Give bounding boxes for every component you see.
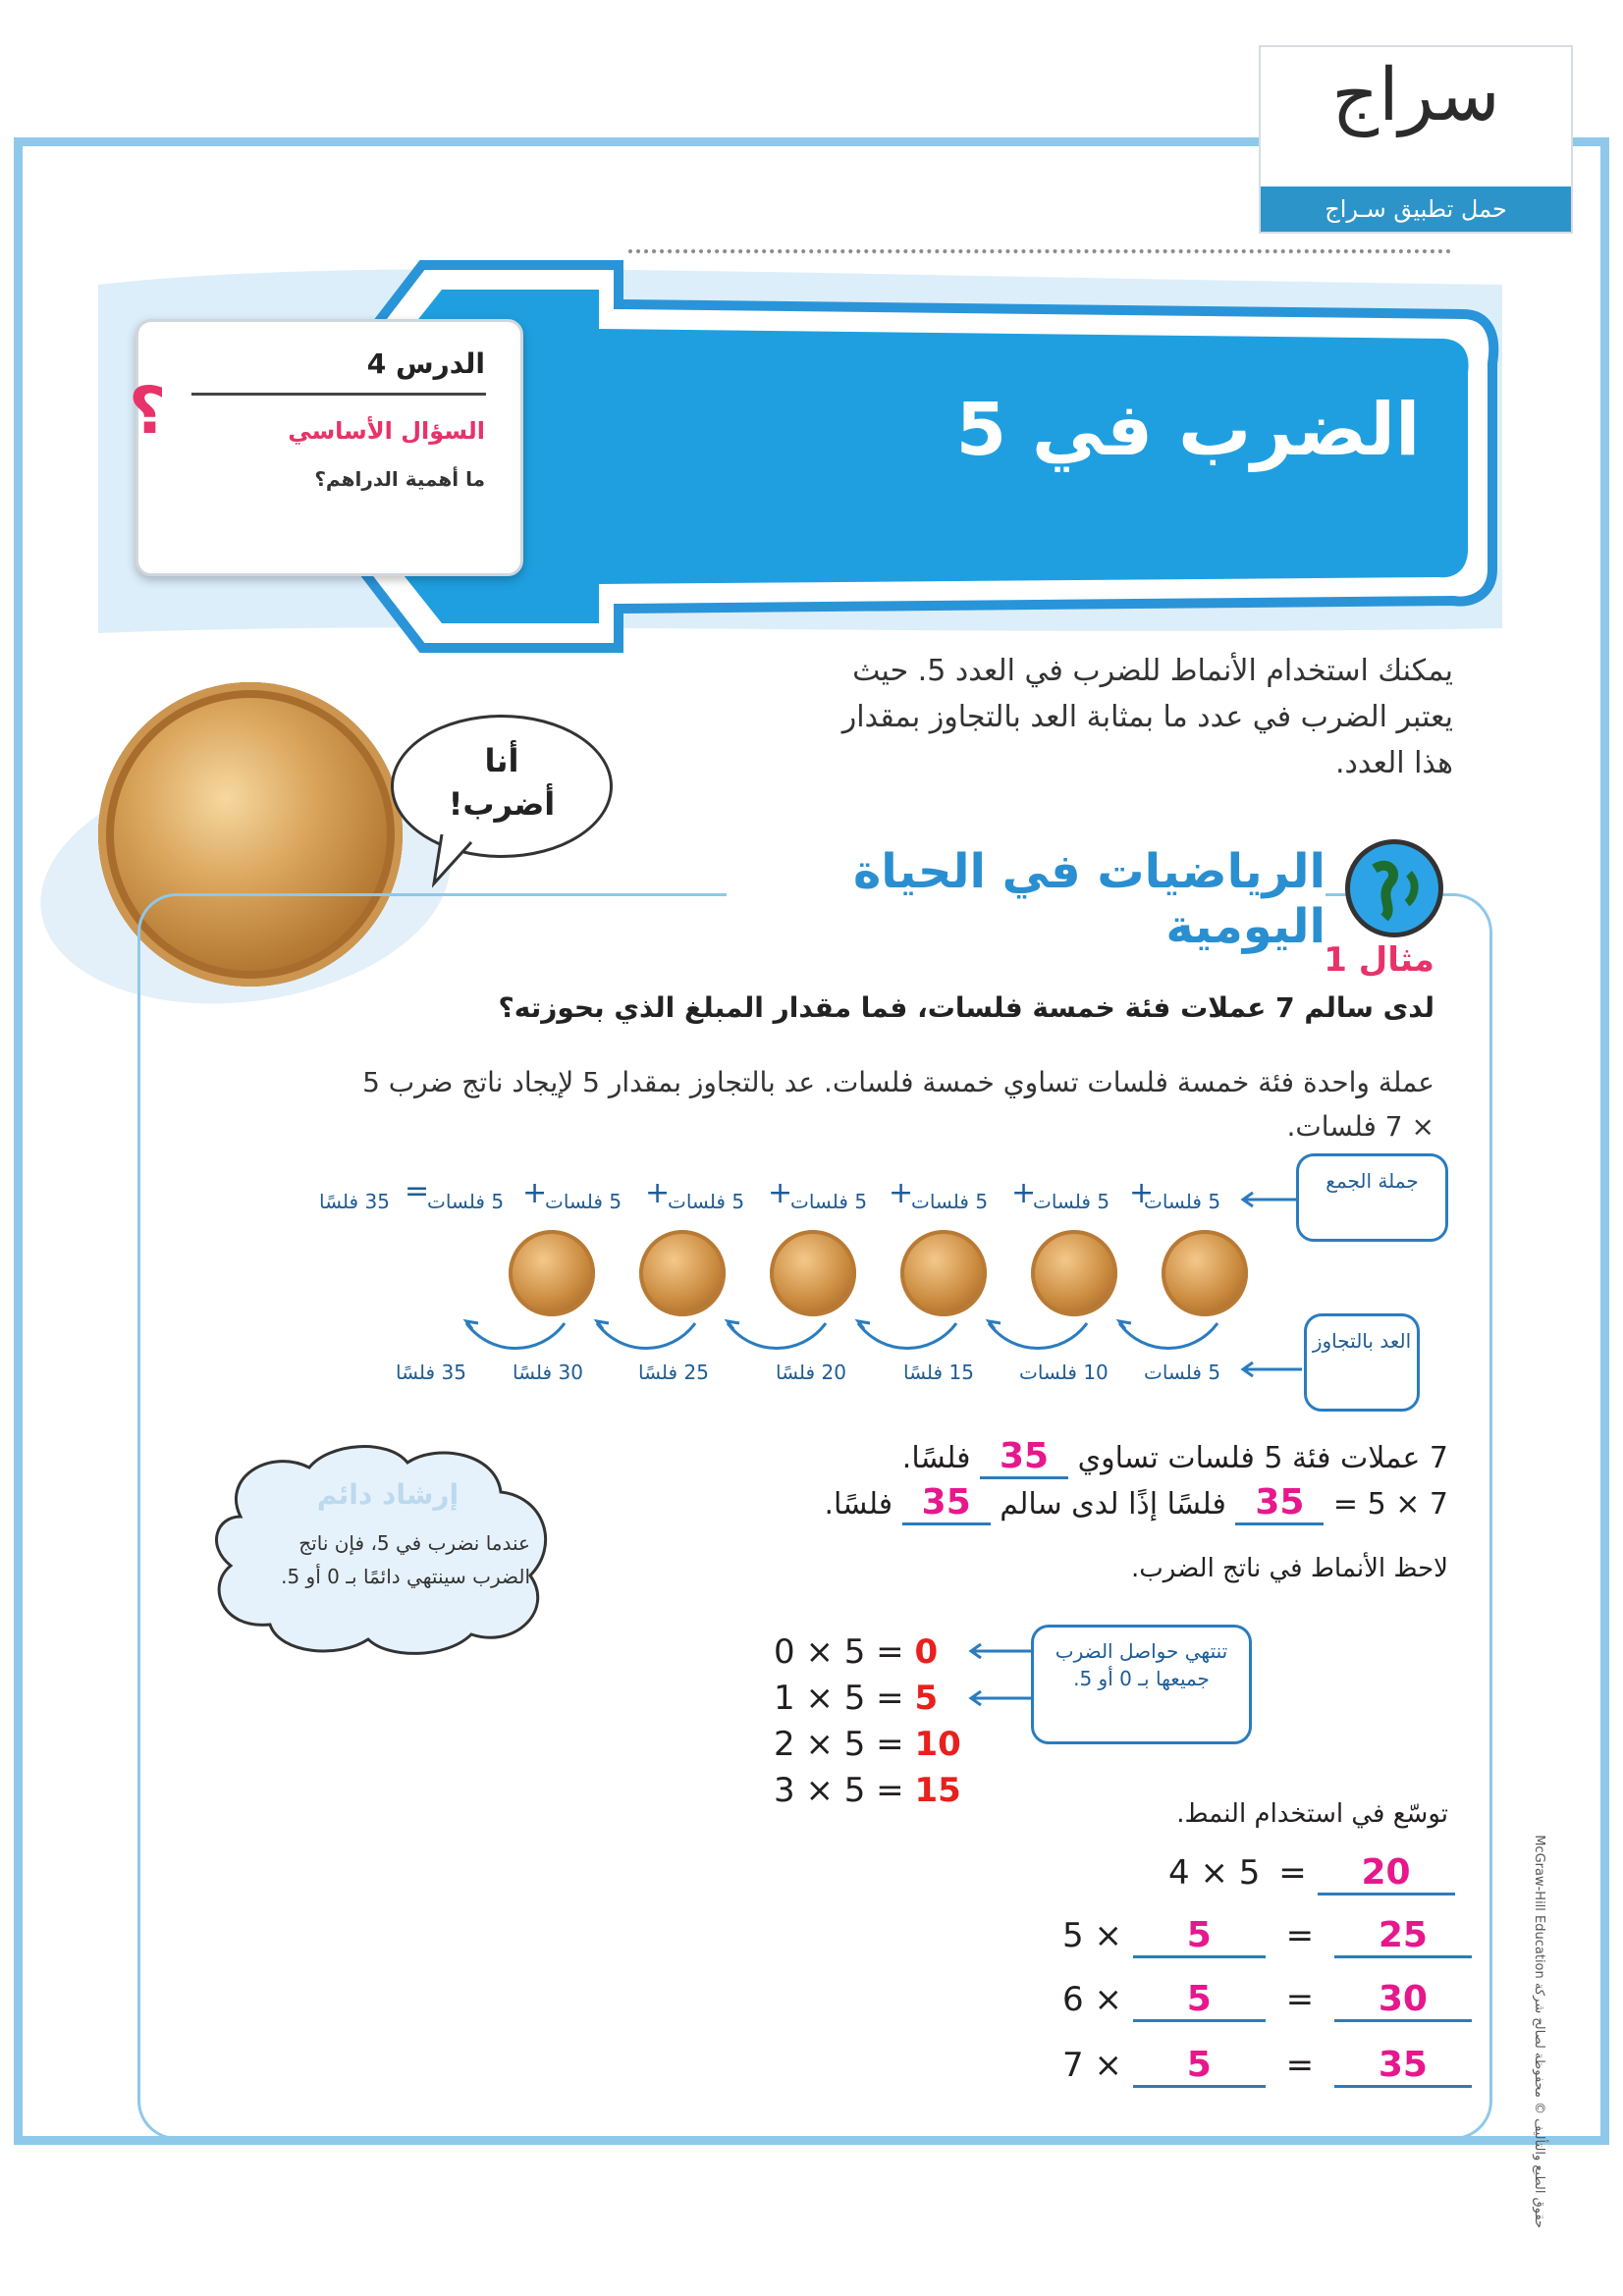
- equals-sign: =: [405, 1174, 430, 1208]
- skip-count-value: 5 فلسات: [1144, 1361, 1221, 1384]
- siraj-logo[interactable]: [1259, 45, 1573, 234]
- skip-count-box: [1304, 1313, 1420, 1412]
- plus-sign: +: [889, 1176, 914, 1210]
- skip-count-arcs: [461, 1315, 1247, 1364]
- example-question: لدى سالم 7 عملات فئة خمسة فلسات، فما مقدار المبلغ الذي بحوزته؟: [498, 991, 1434, 1024]
- question-mark-icon: ؟: [129, 373, 167, 449]
- continue-row: 5 × 5 = 25: [1062, 1915, 1472, 1958]
- arrow-left-icon: [1239, 1360, 1304, 1379]
- speech-bubble-tail: [432, 834, 491, 893]
- lesson-number: الدرس 4: [366, 347, 485, 380]
- arrow-left-icon: [1239, 1190, 1298, 1209]
- skip-count-value: 10 فلسات: [1019, 1361, 1109, 1384]
- skip-count-value: 15 فلسًا: [903, 1361, 974, 1384]
- skip-count-value: 20 فلسًا: [776, 1361, 846, 1384]
- lesson-title: الضرب في 5: [955, 388, 1421, 472]
- logo-tagline: حمل تطبيق سـراج: [1261, 187, 1571, 232]
- addition-term: 5 فلسات: [545, 1190, 622, 1213]
- coin-icon: [639, 1230, 726, 1316]
- plus-sign: +: [1011, 1176, 1037, 1210]
- pattern-note-box: [1031, 1625, 1252, 1744]
- skip-count-value: 25 فلسًا: [638, 1361, 709, 1384]
- tip-title: إرشاد دائم: [316, 1478, 460, 1511]
- continue-row: 7 × 5 = 35: [1062, 2045, 1472, 2088]
- example-label: مثال 1: [1324, 940, 1434, 980]
- globe-icon: [1345, 839, 1443, 937]
- answer-blank[interactable]: 20: [1318, 1852, 1455, 1896]
- pattern-row: 0 × 5 = 0: [774, 1632, 939, 1672]
- continue-row: 6 × 5 = 30: [1062, 1979, 1472, 2022]
- coin-icon: [509, 1230, 595, 1316]
- answer-blank[interactable]: 35: [1334, 2045, 1472, 2088]
- answer-blank[interactable]: 30: [1334, 1979, 1472, 2022]
- pattern-row: 3 × 5 = 15: [774, 1771, 961, 1810]
- speech-bubble: [391, 715, 613, 858]
- arrow-left-icon: [967, 1688, 1034, 1708]
- pattern-row: 1 × 5 = 5: [774, 1679, 939, 1718]
- copyright-notice: حقوق الطبع والتأليف © محفوظة لصالح شركة McGraw-Hill Education: [1532, 1835, 1546, 2228]
- essential-question-label: السؤال الأساسي: [288, 417, 485, 445]
- continue-label: توسّع في استخدام النمط.: [1176, 1799, 1448, 1829]
- answer-blank[interactable]: 35: [902, 1482, 991, 1525]
- skip-count-value: 30 فلسًا: [513, 1361, 583, 1384]
- addition-term: 5 فلسات: [427, 1190, 505, 1213]
- pattern-row: 2 × 5 = 10: [774, 1725, 961, 1764]
- coin-icon: [900, 1230, 987, 1316]
- addition-box-label: جملة الجمع: [1325, 1169, 1419, 1193]
- addition-term: 5 فلسات: [668, 1190, 745, 1213]
- example-body: عملة واحدة فئة خمسة فلسات تساوي خمسة فلسات. عد بالتجاوز بمقدار 5 لإيجاد ناتج ضرب 5 × 7 فلسات.: [362, 1066, 1434, 1143]
- answer-blank[interactable]: 35: [1235, 1482, 1324, 1525]
- coin-icon: [1031, 1230, 1117, 1316]
- tip-text: عندما نضرب في 5، فإن ناتج الضرب سينتهي دائمًا بـ 0 أو 5.: [281, 1531, 530, 1588]
- skip-count-value: 35 فلسًا: [396, 1361, 466, 1384]
- addition-term: 5 فلسات: [790, 1190, 868, 1213]
- addition-term: 5 فلسات: [1144, 1190, 1221, 1213]
- intro-paragraph: يمكنك استخدام الأنماط للضرب في العدد 5. حيث يعتبر الضرب في عدد ما بمثابة العد بالتجاوز بمقدار هذا العدد.: [841, 654, 1453, 780]
- plus-sign: +: [768, 1176, 793, 1210]
- pattern-note: تنتهي حواصل الضرب جميعها بـ 0 أو 5.: [1055, 1639, 1228, 1690]
- arrow-left-icon: [967, 1641, 1034, 1661]
- answer-blank[interactable]: 5: [1133, 1979, 1266, 2022]
- answer-blank[interactable]: 5: [1133, 1915, 1266, 1958]
- result-line-1: 7 عملات فئة 5 فلسات تساوي 35 فلسًا.: [902, 1436, 1448, 1479]
- skip-count-box-label: العد بالتجاوز: [1312, 1329, 1412, 1353]
- bubble-line-1: أنا: [484, 742, 519, 779]
- lesson-divider: [191, 393, 486, 396]
- lesson-card: [129, 319, 523, 576]
- answer-blank[interactable]: 35: [980, 1436, 1068, 1479]
- addition-term: 5 فلسات: [911, 1190, 989, 1213]
- logo-wordmark: سراج: [1331, 53, 1500, 137]
- addition-term: 5 فلسات: [1033, 1190, 1110, 1213]
- coin-icon: [1162, 1230, 1248, 1316]
- pattern-intro: لاحظ الأنماط في ناتج الضرب.: [1131, 1554, 1448, 1583]
- continue-row: 4 × 5 = 20: [1168, 1852, 1455, 1896]
- answer-blank[interactable]: 25: [1334, 1915, 1472, 1958]
- result-line-2: 5 × 7 = 35 فلسًا إذًا لدى سالم 35 فلسًا.: [824, 1482, 1448, 1525]
- addition-sentence-box: [1296, 1153, 1448, 1242]
- answer-blank[interactable]: 5: [1133, 2045, 1266, 2088]
- plus-sign: +: [1129, 1176, 1155, 1210]
- plus-sign: +: [522, 1176, 548, 1210]
- section-title: الرياضيات في الحياة اليومية: [727, 844, 1325, 954]
- plus-sign: +: [645, 1176, 671, 1210]
- bubble-line-2: أضرب!: [448, 785, 556, 823]
- essential-question: ما أهمية الدراهم؟: [314, 467, 485, 491]
- addition-total: 35 فلسًا: [319, 1190, 390, 1213]
- coin-icon: [770, 1230, 856, 1316]
